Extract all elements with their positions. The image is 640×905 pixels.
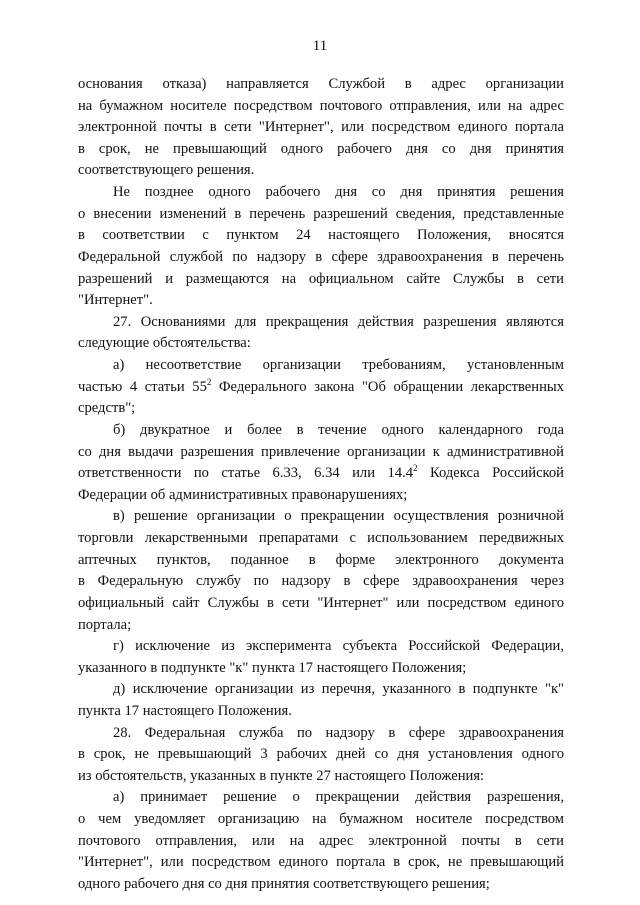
text-line-content: б) двукратное и более в течение одного календарного года [113,421,564,438]
text-line-content: Федерации об административных правонарушениях; [78,486,408,503]
text-line-content: в) решение организации о прекращении осуществления розничной [113,508,564,525]
text-line-content: основания отказа) направляется Службой в адрес организации [78,76,564,92]
text-line [78,225,564,247]
text-line-content: торговли лекарственными препаратами с использованием передвижных [78,530,564,547]
text-line [78,333,564,355]
text-line-content: пункта 17 настоящего Положения. [78,702,292,719]
text-line-content: следующие обстоятельства: [78,335,251,352]
text-line [78,463,564,485]
text-line-content: 27. Основаниями для прекращения действия разрешения являются [113,313,564,330]
text-line-content: Федеральной службой по надзору в сфере здравоохранения в перечень [78,248,564,265]
text-line-content: "Интернет", или посредством единого портала в срок, не превышающий [78,854,564,871]
text-line [78,550,564,572]
text-line [78,442,564,464]
text-line-content: средств"; [78,400,136,417]
superscript: 2 [206,376,212,387]
text-line-content: 28. Федеральная служба по надзору в сфере здравоохранения [113,724,564,741]
text-line-content: разрешений и размещаются на официальном сайте Службы в сети [78,270,564,287]
text-line-content: г) исключение из эксперимента субъекта Российской Федерации, [113,638,564,655]
text-line-content: а) принимает решение о прекращении действия разрешения, [113,789,564,806]
text-line-continuation: Кодекса Российской [417,465,564,482]
text-line [78,139,564,161]
text-line [78,204,564,226]
text-line-content: Не позднее одного рабочего дня со дня принятия решения [113,184,564,201]
text-line [78,96,564,118]
superscript: 2 [413,463,418,474]
text-line-content: электронной почты в сети "Интернет", или посредством единого портала [78,119,564,136]
text-line [113,636,564,658]
text-line [78,615,564,637]
text-line [78,117,564,139]
text-line-content: а) несоответствие организации требованиям, установленным [113,357,564,374]
text-line-content: в срок, не превышающий 3 рабочих дней со дня установления одного [78,746,564,763]
text-line [113,420,564,442]
text-line-content: "Интернет". [78,292,153,309]
text-line [78,701,564,723]
text-line [78,766,564,788]
text-line [113,679,564,701]
text-line-content: официальный сайт Службы в сети "Интернет" или посредством единого [78,594,564,611]
text-line [78,74,564,96]
text-line [78,485,564,507]
text-line-content: частью 4 статьи 55 [78,378,207,395]
text-line [78,831,564,853]
text-line-content: ответственности по статье 6.33, 6.34 или 14.4 [78,465,414,482]
text-line [78,377,564,399]
text-line [78,269,564,291]
text-line [78,571,564,593]
text-line-content: о чем уведомляет организацию на бумажном носителе посредством [78,811,564,828]
text-line-content: портала; [78,616,132,633]
text-line [113,182,564,204]
text-line [78,398,564,420]
text-line [113,355,564,377]
text-line-content: аптечных пунктов, поданное в форме электронного документа [78,551,564,568]
text-line-content: со дня выдачи разрешения привлечение организации к административной [78,443,564,460]
text-line-content: о внесении изменений в перечень разрешений сведения, представленные [78,205,564,222]
text-line [78,290,564,312]
text-line [78,593,564,615]
text-line [78,874,564,896]
text-line [78,528,564,550]
text-line [78,809,564,831]
text-line [78,160,564,182]
text-line-content: на бумажном носителе посредством почтового отправления, или на адрес [78,97,564,114]
text-line-content: в Федеральную службу по надзору в сфере здравоохранения через [78,573,564,590]
text-line-content: указанного в подпункте "к" пункта 17 настоящего Положения; [78,659,467,676]
text-line-content: в соответствии с пунктом 24 настоящего Положения, вносятся [78,227,564,244]
text-line-content: в срок, не превышающий одного рабочего дня со дня принятия [78,140,564,157]
text-line [78,247,564,269]
text-line-content: соответствующего решения. [78,162,255,179]
text-line [78,744,564,766]
page-number: 11 [312,38,328,54]
text-line [113,506,564,528]
text-line-content: из обстоятельств, указанных в пункте 27 настоящего Положения: [78,767,485,784]
text-line [113,312,564,334]
text-line [78,852,564,874]
text-line-content: одного рабочего дня со дня принятия соответствующего решения; [78,875,490,892]
text-line [113,723,564,745]
text-line [78,658,564,680]
text-line-continuation: Федерального закона "Об обращении лекарственных [211,378,564,395]
text-line-content: почтового отправления, или на адрес электронной почты в сети [78,832,564,849]
text-line-content: д) исключение организации из перечня, указанного в подпункте "к" [113,681,564,698]
text-line [113,787,564,809]
